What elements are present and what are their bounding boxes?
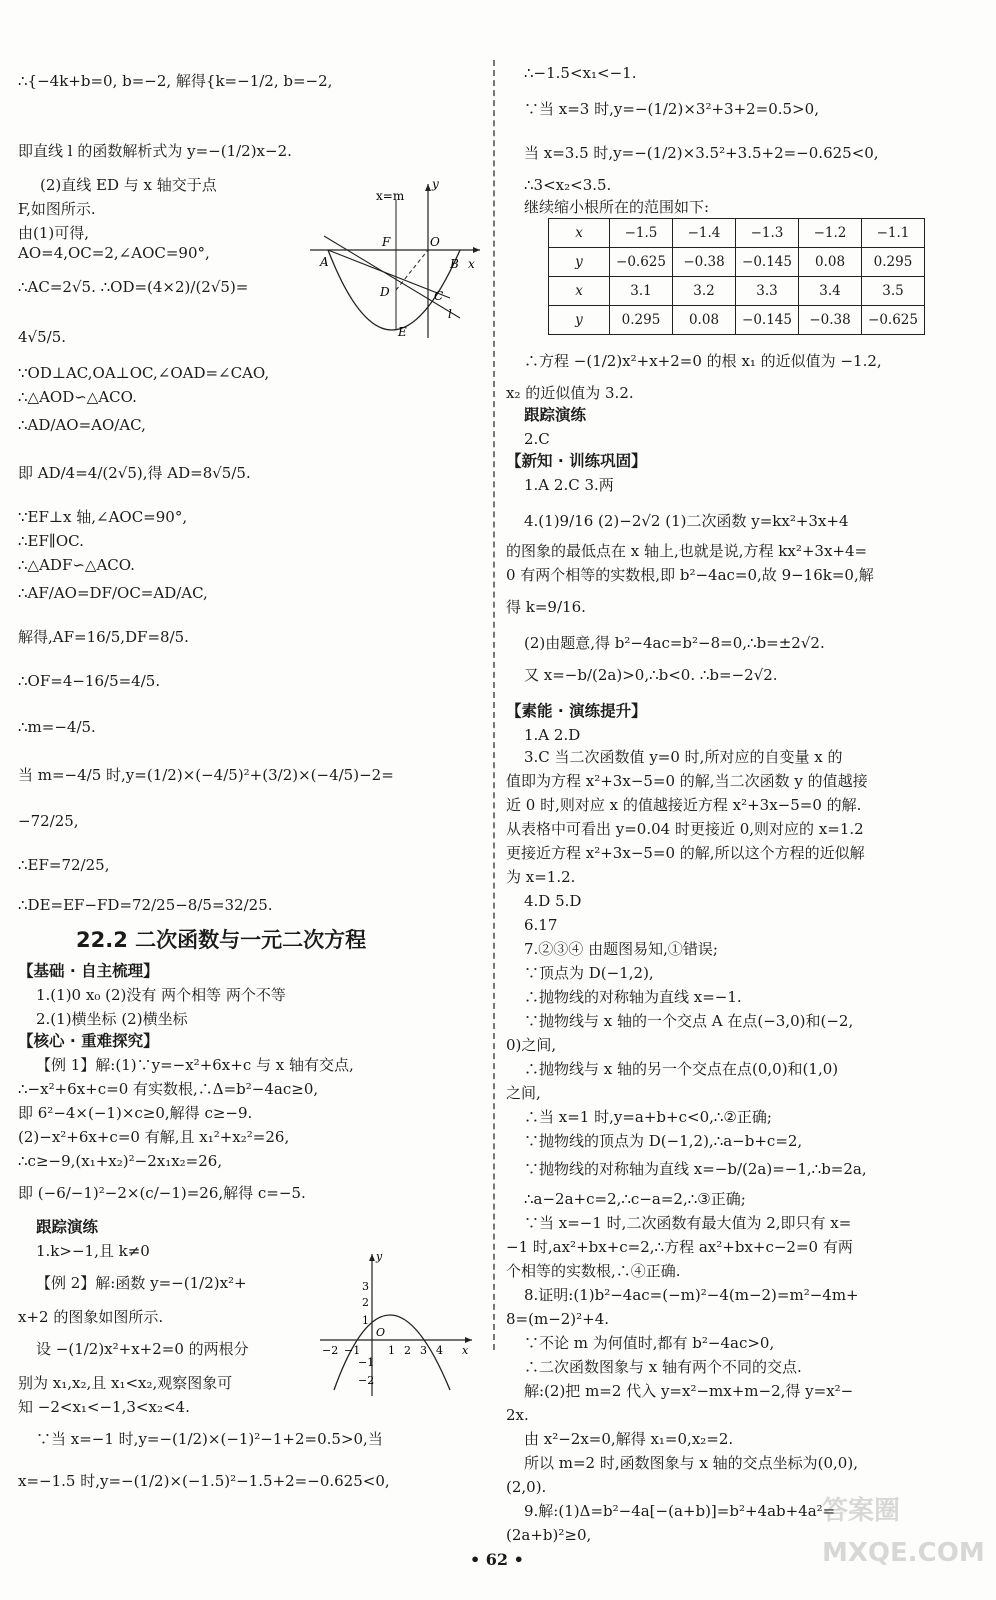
- right-text-line: ∵抛物线与 x 轴的一个交点 A 在点(−3,0)和(−2,: [524, 1012, 854, 1030]
- right-text-line: 的图象的最低点在 x 轴上,也就是说,方程 kx²+3x+4=: [506, 542, 868, 560]
- table-cell: 0.295: [610, 306, 673, 335]
- fig1-label-a: A: [320, 255, 329, 269]
- fig2-label-xm1: −1: [344, 1344, 361, 1357]
- right-text-line: 由 x²−2x=0,解得 x₁=0,x₂=2.: [524, 1430, 734, 1448]
- root-range-table: [548, 218, 925, 335]
- left-text-line: 知 −2<x₁<−1,3<x₂<4.: [18, 1398, 190, 1416]
- left-text-line: ∴AC=2√5. ∴OD=(4×2)/(2√5)=: [18, 278, 249, 296]
- right-text-line: 7.②③④ 由题图易知,①错误;: [524, 940, 718, 958]
- left-text-line: −72/25,: [18, 812, 79, 830]
- left-text-line: ∴AF/AO=DF/OC=AD/AC,: [18, 584, 208, 602]
- left-text-line: 即 (−6/−1)²−2×(c/−1)=26,解得 c=−5.: [18, 1184, 306, 1202]
- right-text-line: 2.C: [524, 430, 550, 448]
- right-text-line: ∵不论 m 为何值时,都有 b²−4ac>0,: [524, 1334, 775, 1352]
- right-text-line: 跟踪演练: [524, 406, 587, 424]
- table-cell: y: [549, 306, 610, 335]
- fig1-label-xm: x=m: [376, 189, 405, 203]
- right-text-line: 继续缩小根所在的范围如下:: [524, 198, 710, 216]
- table-cell: 3.1: [610, 277, 673, 306]
- section-core-header: 【核心 · 重难探究】: [18, 1032, 159, 1050]
- table-row: [549, 219, 925, 248]
- fig2-label-3: 3: [362, 1280, 369, 1293]
- table-row: [549, 306, 925, 335]
- left-text-line: 1.(1)0 x₀ (2)没有 两个相等 两个不等: [36, 986, 286, 1004]
- geometry-figure: [310, 180, 486, 340]
- right-text-line: 0)之间,: [506, 1036, 557, 1054]
- table-cell: x: [549, 277, 610, 306]
- left-text-line: ∴m=−4/5.: [18, 718, 96, 736]
- fig2-label-2: 2: [362, 1296, 369, 1309]
- table-cell: −1.3: [736, 219, 799, 248]
- table-cell: −1.1: [862, 219, 925, 248]
- right-text-line: 解:(2)把 m=2 代入 y=x²−mx+m−2,得 y=x²−: [524, 1382, 854, 1400]
- table-row: [549, 277, 925, 306]
- left-text-line: 【例 1】解:(1)∵y=−x²+6x+c 与 x 轴有交点,: [36, 1056, 354, 1074]
- right-text-line: 1.A 2.C 3.两: [524, 476, 614, 494]
- fig2-label-1: 1: [362, 1314, 369, 1327]
- right-text-line: ∴a−2a+c=2,∴c−a=2,∴③正确;: [524, 1190, 746, 1208]
- fig1-label-x: x: [468, 257, 475, 271]
- left-text-line: 1.k>−1,且 k≠0: [36, 1242, 150, 1260]
- fig2-label-x2: 2: [404, 1344, 411, 1357]
- left-text-line: ∴DE=EF−FD=72/25−8/5=32/25.: [18, 896, 273, 914]
- fig1-label-o: O: [430, 235, 440, 249]
- right-text-line: ∴当 x=1 时,y=a+b+c<0,∴②正确;: [524, 1108, 772, 1126]
- table-cell: −0.145: [736, 306, 799, 335]
- fig1-label-f: F: [382, 235, 391, 249]
- left-text-line: ∴{−4k+b=0, b=−2, 解得{k=−1/2, b=−2,: [18, 72, 333, 90]
- watermark-url: MXQE.COM: [822, 1538, 985, 1568]
- left-text-line: 即 6²−4×(−1)×c≥0,解得 c≥−9.: [18, 1104, 253, 1122]
- left-text-line: 即 AD/4=4/(2√5),得 AD=8√5/5.: [18, 464, 251, 482]
- right-text-line: ∴−1.5<x₁<−1.: [524, 64, 637, 82]
- right-text-line: 8.证明:(1)b²−4ac=(−m)²−4(m−2)=m²−4m+: [524, 1286, 859, 1304]
- right-text-line: 值即为方程 x²+3x−5=0 的解,当二次函数 y 的值越接: [506, 772, 868, 790]
- right-text-line: 6.17: [524, 916, 558, 934]
- section-suneng-header: 【素能 · 演练提升】: [506, 702, 647, 720]
- right-text-line: ∵顶点为 D(−1,2),: [524, 964, 654, 982]
- fig2-label-x3: 3: [420, 1344, 427, 1357]
- left-text-line: ∵OD⊥AC,OA⊥OC,∠OAD=∠CAO,: [18, 364, 270, 382]
- table-cell: −0.625: [610, 248, 673, 277]
- left-text-line: x+2 的图象如图所示.: [18, 1308, 164, 1326]
- table-cell: −0.38: [799, 306, 862, 335]
- table-cell: 3.4: [799, 277, 862, 306]
- left-text-line: ∴EF∥OC.: [18, 532, 84, 550]
- page-number: • 62 •: [470, 1550, 524, 1569]
- left-text-line: 2.(1)横坐标 (2)横坐标: [36, 1010, 188, 1028]
- left-text-line: ∵当 x=−1 时,y=−(1/2)×(−1)²−1+2=0.5>0,当: [36, 1430, 383, 1448]
- right-text-line: 当 x=3.5 时,y=−(1/2)×3.5²+3.5+2=−0.625<0,: [524, 144, 879, 162]
- fig2-label-x1: 1: [388, 1344, 395, 1357]
- right-text-line: ∴3<x₂<3.5.: [524, 176, 612, 194]
- table-cell: y: [549, 248, 610, 277]
- right-text-line: ∴抛物线的对称轴为直线 x=−1.: [524, 988, 742, 1006]
- left-text-line: 4√5/5.: [18, 328, 67, 346]
- left-text-line: 设 −(1/2)x²+x+2=0 的两根分: [36, 1340, 249, 1358]
- right-text-line: 2x.: [506, 1406, 529, 1424]
- table-cell: −0.38: [673, 248, 736, 277]
- right-text-line: ∵当 x=−1 时,二次函数有最大值为 2,即只有 x=: [524, 1214, 852, 1232]
- right-text-line: 3.C 当二次函数值 y=0 时,所对应的自变量 x 的: [524, 748, 843, 766]
- left-text-line: 由(1)可得,: [18, 224, 90, 242]
- right-text-line: x₂ 的近似值为 3.2.: [506, 384, 634, 402]
- left-text-line: (2)直线 ED 与 x 轴交于点: [40, 176, 217, 194]
- table-cell: 3.5: [862, 277, 925, 306]
- table-cell: 3.3: [736, 277, 799, 306]
- left-text-line: 即直线 l 的函数解析式为 y=−(1/2)x−2.: [18, 142, 292, 160]
- left-text-line: 【例 2】解:函数 y=−(1/2)x²+: [36, 1274, 247, 1292]
- fig1-label-b: B: [450, 257, 459, 271]
- left-text-line: ∴OF=4−16/5=4/5.: [18, 672, 161, 690]
- fig1-label-l: l: [448, 307, 452, 321]
- right-text-line: (2)由题意,得 b²−4ac=b²−8=0,∴b=±2√2.: [524, 634, 825, 652]
- right-text-line: 0 有两个相等的实数根,即 b²−4ac=0,故 9−16k=0,解: [506, 566, 874, 584]
- right-text-line: ∴二次函数图象与 x 轴有两个不同的交点.: [524, 1358, 802, 1376]
- fig2-label-ym2: −2: [358, 1374, 375, 1387]
- table-cell: −0.625: [862, 306, 925, 335]
- fig1-label-c: C: [434, 289, 444, 303]
- table-cell: −0.145: [736, 248, 799, 277]
- fig2-label-ym1: −1: [358, 1356, 375, 1369]
- right-text-line: 更接近方程 x²+3x−5=0 的解,所以这个方程的近似解: [506, 844, 865, 862]
- table-cell: 3.2: [673, 277, 736, 306]
- fig1-label-d: D: [380, 285, 390, 299]
- left-text-line: x=−1.5 时,y=−(1/2)×(−1.5)²−1.5+2=−0.625<0,: [18, 1472, 390, 1490]
- right-text-line: 又 x=−b/(2a)>0,∴b<0. ∴b=−2√2.: [524, 666, 778, 684]
- table-cell: 0.295: [862, 248, 925, 277]
- fig2-label-x4: 4: [436, 1344, 443, 1357]
- table-cell: −1.5: [610, 219, 673, 248]
- right-text-line: 从表格中可看出 y=0.04 时更接近 0,则对应的 x=1.2: [506, 820, 864, 838]
- left-text-line: ∵EF⊥x 轴,∠AOC=90°,: [18, 508, 188, 526]
- table-cell: 0.08: [673, 306, 736, 335]
- left-text-line: ∴c≥−9,(x₁+x₂)²−2x₁x₂=26,: [18, 1152, 223, 1170]
- left-text-line: ∴EF=72/25,: [18, 856, 110, 874]
- left-text-line: AO=4,OC=2,∠AOC=90°,: [18, 244, 210, 262]
- left-text-line: 跟踪演练: [36, 1218, 99, 1236]
- table-cell: x: [549, 219, 610, 248]
- right-text-line: ∵抛物线的对称轴为直线 x=−b/(2a)=−1,∴b=2a,: [524, 1160, 867, 1178]
- table-cell: 0.08: [799, 248, 862, 277]
- table-cell: −1.4: [673, 219, 736, 248]
- left-text-line: 解得,AF=16/5,DF=8/5.: [18, 628, 189, 646]
- left-text-line: F,如图所示.: [18, 200, 96, 218]
- right-text-line: 8=(m−2)²+4.: [506, 1310, 610, 1328]
- section-basic-header: 【基础 · 自主梳理】: [18, 962, 159, 980]
- fig1-label-y: y: [432, 180, 439, 191]
- fig2-label-xm2: −2: [322, 1344, 339, 1357]
- parabola-figure: [316, 1250, 476, 1400]
- right-text-line: 之间,: [506, 1084, 541, 1102]
- fig2-label-x: x: [462, 1344, 469, 1357]
- right-text-line: ∵当 x=3 时,y=−(1/2)×3²+3+2=0.5>0,: [524, 100, 819, 118]
- right-text-line: 1.A 2.D: [524, 726, 581, 744]
- left-text-line: 别为 x₁,x₂,且 x₁<x₂,观察图象可: [18, 1374, 233, 1392]
- right-text-line: (2a+b)²≥0,: [506, 1526, 592, 1544]
- left-text-line: ∴−x²+6x+c=0 有实数根,∴Δ=b²−4ac≥0,: [18, 1080, 319, 1098]
- right-text-line: 近 0 时,则对应 x 的值越接近方程 x²+3x−5=0 的解.: [506, 796, 862, 814]
- left-text-line: ∴AD/AO=AO/AC,: [18, 416, 146, 434]
- fig2-label-o: O: [376, 1326, 386, 1339]
- table-cell: −1.2: [799, 219, 862, 248]
- right-text-line: 9.解:(1)Δ=b²−4a[−(a+b)]=b²+4ab+4a²=: [524, 1502, 836, 1520]
- section-new-header: 【新知 · 训练巩固】: [506, 452, 647, 470]
- fig1-label-e: E: [398, 325, 407, 339]
- right-text-line: 个相等的实数根,∴④正确.: [506, 1262, 681, 1280]
- left-text-line: ∴△ADF∽△ACO.: [18, 556, 135, 574]
- right-text-line: (2,0).: [506, 1478, 547, 1496]
- left-text-line: ∴△AOD∽△ACO.: [18, 388, 137, 406]
- right-text-line: 所以 m=2 时,函数图象与 x 轴的交点坐标为(0,0),: [524, 1454, 858, 1472]
- section-title: 22.2 二次函数与一元二次方程: [76, 928, 367, 952]
- watermark-logo: 答案圈: [822, 1496, 901, 1526]
- left-text-line: 当 m=−4/5 时,y=(1/2)×(−4/5)²+(3/2)×(−4/5)−2=: [18, 766, 394, 784]
- fig2-label-y: y: [376, 1250, 383, 1263]
- right-text-line: −1 时,ax²+bx+c=2,∴方程 ax²+bx+c−2=0 有两: [506, 1238, 853, 1256]
- column-divider: [493, 60, 495, 1350]
- right-text-line: 4.D 5.D: [524, 892, 582, 910]
- right-text-line: ∴方程 −(1/2)x²+x+2=0 的根 x₁ 的近似值为 −1.2,: [524, 352, 882, 370]
- right-text-line: 得 k=9/16.: [506, 598, 586, 616]
- right-text-line: 为 x=1.2.: [506, 868, 576, 886]
- right-text-line: 4.(1)9/16 (2)−2√2 (1)二次函数 y=kx²+3x+4: [524, 512, 849, 530]
- left-text-line: (2)−x²+6x+c=0 有解,且 x₁²+x₂²=26,: [18, 1128, 290, 1146]
- right-text-line: ∵抛物线的顶点为 D(−1,2),∴a−b+c=2,: [524, 1132, 803, 1150]
- right-text-line: ∴抛物线与 x 轴的另一个交点在点(0,0)和(1,0): [524, 1060, 839, 1078]
- table-row: [549, 248, 925, 277]
